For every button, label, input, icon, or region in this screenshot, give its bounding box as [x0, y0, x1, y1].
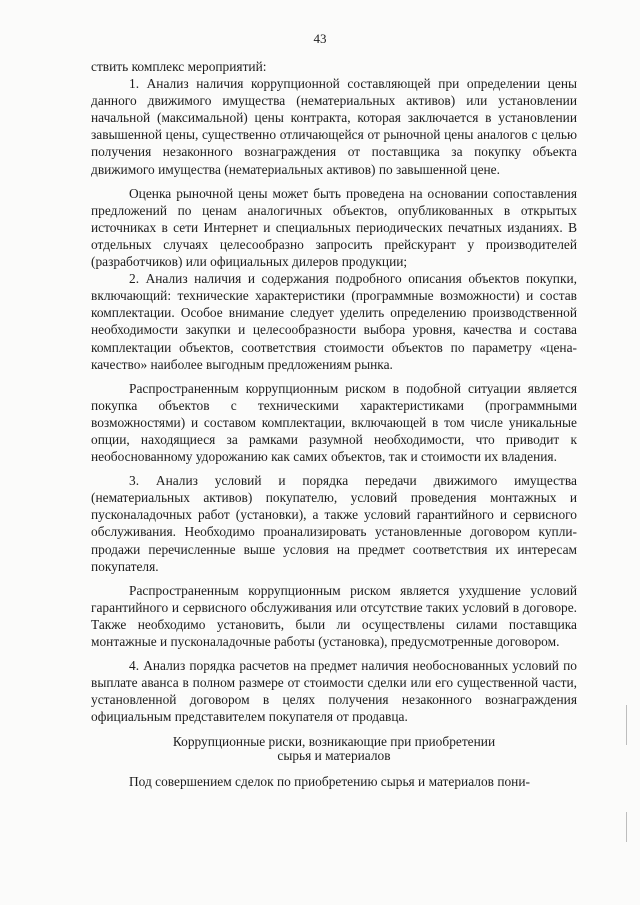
section-heading-line-2: сырья и материалов	[277, 748, 391, 764]
section-heading	[91, 735, 577, 763]
paragraph-item-2: 2. Анализ наличия и содержания подробного описания объектов покупки, включающий: технические характеристики (программные возможности) и состав комплектации. Особое внимание следует уделить определению производственной необходимости закупки и целесообразности выбора уровня, качества и состава комплектации объектов, соответствия стоимости объектов по параметру «цена-качество» наиболее выгодным предложениям рынка.	[91, 271, 577, 372]
page-number: 43	[313, 31, 327, 46]
scan-edge-mark	[626, 812, 627, 842]
paragraph-risk-specs: Распространенным коррупционным риском в подобной ситуации является покупка объектов с техническими характеристиками (программными возможностями) и составом комплектации, включающей в том числе уникальные опции, находящиеся за рамками разумной необходимости, что приводит к необоснованному удорожанию как самих объектов, так и стоимости их владения.	[91, 380, 577, 465]
paragraph-item-3: 3. Анализ условий и порядка передачи движимого имущества (нематериальных активов) покупателю, условий проведения монтажных и пусконаладочных работ (установки), а также условий гарантийного и сервисного обслуживания. Необходимо проанализировать установленные договором купли-продажи перечисленные выше условия на предмет соответствия их интересам покупателя.	[91, 473, 577, 574]
paragraph-risk-warranty: Распространенным коррупционным риском является ухудшение условий гарантийного и сервисного обслуживания или отсутствие таких условий в договоре. Также необходимо установить, были ли осуществлены силами поставщика монтажные и пусконаладочные работы (установка), предусмотренные договором.	[91, 582, 577, 649]
body-text	[91, 58, 577, 791]
scan-edge-mark	[626, 705, 627, 745]
section-heading-line-1: Коррупционные риски, возникающие при приобретении	[172, 734, 496, 750]
paragraph-item-1: 1. Анализ наличия коррупционной составляющей при определении цены данного движимого имущества (нематериальных активов) или установлении начальной (максимальной) цены контракта, которая заключается в установлении завышенной цены, существенно отличающейся от рыночной цены аналогов с целью получения незаконного вознаграждения от поставщика за покупку объекта движимого имущества (нематериальных активов) по завышенной цене.	[91, 76, 577, 177]
paragraph-item-4: 4. Анализ порядка расчетов на предмет наличия необоснованных условий по выплате аванса в полном размере от стоимости сделки или его существенной части, установленной договором в целях получения незаконного вознаграждения официальным представителем покупателя от продавца.	[91, 658, 577, 725]
paragraph-market-price: Оценка рыночной цены может быть проведена на основании сопоставления предложений по ценам аналогичных объектов, опубликованных в открытых источниках в сети Интернет и специальных периодических печатных изданиях. В отдельных случаях целесообразно запросить прейскурант у производителей (разработчиков) или официальных дилеров продукции;	[91, 185, 577, 270]
paragraph-continuation: ствить комплекс мероприятий:	[91, 59, 267, 74]
paragraph-raw-materials: Под совершением сделок по приобретению сырья и материалов пони-	[129, 774, 530, 790]
